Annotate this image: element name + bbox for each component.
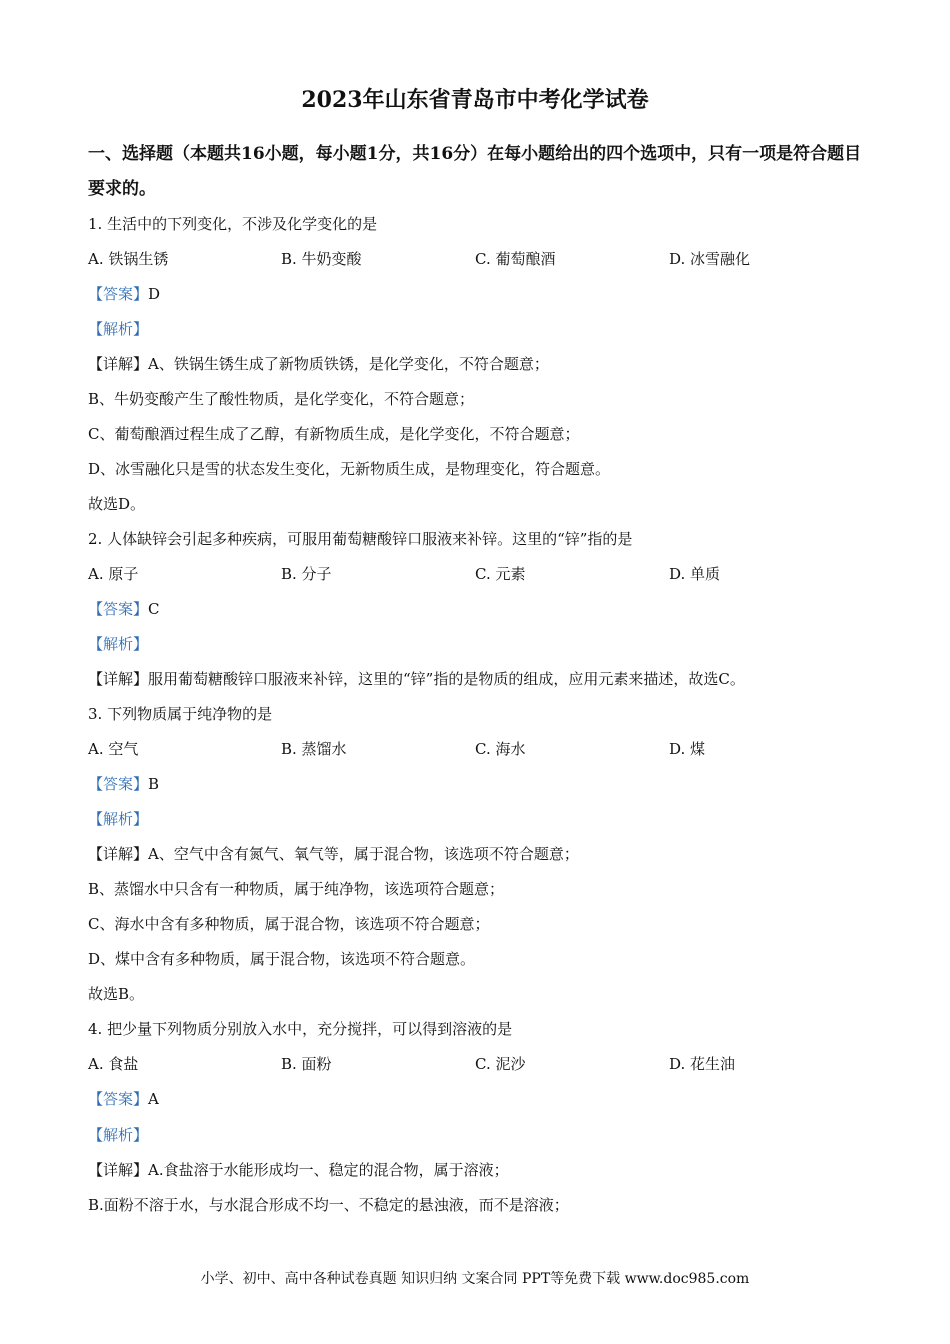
question-4-answer	[88, 1088, 159, 1110]
detail-line: B、牛奶变酸产生了酸性物质，是化学变化，不符合题意；	[88, 390, 475, 408]
question-1-answer	[88, 283, 160, 305]
option-c: C. 元素	[475, 565, 526, 583]
question-4-stem: 4. 把少量下列物质分别放入水中，充分搅拌，可以得到溶液的是	[88, 1020, 513, 1038]
section-heading: 一、选择题（本题共16小题，每小题1分，共16分）在每小题给出的四个选项中，只有一项是符合题目要求的。	[88, 144, 862, 199]
option-d: D. 冰雪融化	[669, 250, 751, 268]
question-3-analysis-tag: 【解析】	[88, 810, 149, 828]
question-2-analysis-tag: 【解析】	[88, 635, 149, 653]
answer-tag: 【答案】	[88, 285, 149, 303]
conclusion-line: 故选B。	[88, 985, 145, 1003]
option-b: B. 面粉	[281, 1055, 332, 1073]
question-3-answer	[88, 773, 159, 795]
question-2-answer	[88, 598, 160, 620]
detail-tag: 【详解】	[88, 670, 149, 688]
option-a: A. 原子	[88, 565, 139, 583]
option-d: D. 花生油	[669, 1055, 736, 1073]
question-4-detail	[88, 1159, 509, 1181]
option-c: C. 海水	[475, 740, 526, 758]
question-4-analysis-tag: 【解析】	[88, 1126, 149, 1144]
detail-line: B.面粉不溶于水，与水混合形成不均一、不稳定的悬浊液，而不是溶液；	[88, 1196, 569, 1214]
question-1-detail	[88, 353, 549, 375]
question-1-stem: 1. 生活中的下列变化，不涉及化学变化的是	[88, 215, 378, 233]
question-3-stem: 3. 下列物质属于纯净物的是	[88, 705, 273, 723]
detail-line: D、冰雪融化只是雪的状态发生变化，无新物质生成，是物理变化，符合题意。	[88, 460, 611, 478]
option-c: C. 泥沙	[475, 1055, 526, 1073]
option-c: C. 葡萄酿酒	[475, 250, 556, 268]
detail-line: 服用葡萄糖酸锌口服液来补锌，这里的“锌”指的是物质的组成，应用元素来描述，故选C。	[148, 670, 745, 688]
detail-tag: 【详解】	[88, 845, 149, 863]
detail-line: A.食盐溶于水能形成均一、稳定的混合物，属于溶液；	[148, 1161, 509, 1179]
question-3-detail	[88, 843, 579, 865]
question-2-detail	[88, 668, 745, 690]
option-d: D. 煤	[669, 740, 706, 758]
option-a: A. 食盐	[88, 1055, 139, 1073]
question-3-options	[88, 738, 868, 760]
answer-value: B	[148, 775, 160, 793]
detail-tag: 【详解】	[88, 355, 149, 373]
answer-value: D	[148, 285, 161, 303]
question-4-options	[88, 1053, 868, 1075]
answer-value: A	[148, 1090, 159, 1108]
answer-value: C	[148, 600, 160, 618]
page-title: 2023年山东省青岛市中考化学试卷	[301, 87, 649, 113]
detail-line: D、煤中含有多种物质，属于混合物，该选项不符合题意。	[88, 950, 476, 968]
detail-line: A、铁锅生锈生成了新物质铁锈，是化学变化，不符合题意；	[148, 355, 549, 373]
question-1-analysis-tag: 【解析】	[88, 320, 149, 338]
detail-line: C、海水中含有多种物质，属于混合物，该选项不符合题意；	[88, 915, 490, 933]
answer-tag: 【答案】	[88, 775, 149, 793]
detail-line: A、空气中含有氮气、氧气等，属于混合物，该选项不符合题意；	[148, 845, 579, 863]
detail-line: B、蒸馏水中只含有一种物质，属于纯净物，该选项符合题意；	[88, 880, 505, 898]
answer-tag: 【答案】	[88, 600, 149, 618]
detail-line: C、葡萄酿酒过程生成了乙醇，有新物质生成，是化学变化，不符合题意；	[88, 425, 580, 443]
option-d: D. 单质	[669, 565, 721, 583]
detail-tag: 【详解】	[88, 1161, 149, 1179]
question-2-options	[88, 563, 868, 585]
option-a: A. 空气	[88, 740, 139, 758]
option-b: B. 分子	[281, 565, 332, 583]
page-footer: 小学、初中、高中各种试卷真题 知识归纳 文案合同 PPT等免费下载 www.doc985.com	[200, 1271, 750, 1287]
conclusion-line: 故选D。	[88, 495, 146, 513]
option-b: B. 蒸馏水	[281, 740, 347, 758]
option-b: B. 牛奶变酸	[281, 250, 362, 268]
question-2-stem: 2. 人体缺锌会引起多种疾病，可服用葡萄糖酸锌口服液来补锌。这里的“锌”指的是	[88, 530, 633, 548]
question-1-options	[88, 248, 868, 270]
answer-tag: 【答案】	[88, 1090, 149, 1108]
option-a: A. 铁锅生锈	[88, 250, 169, 268]
